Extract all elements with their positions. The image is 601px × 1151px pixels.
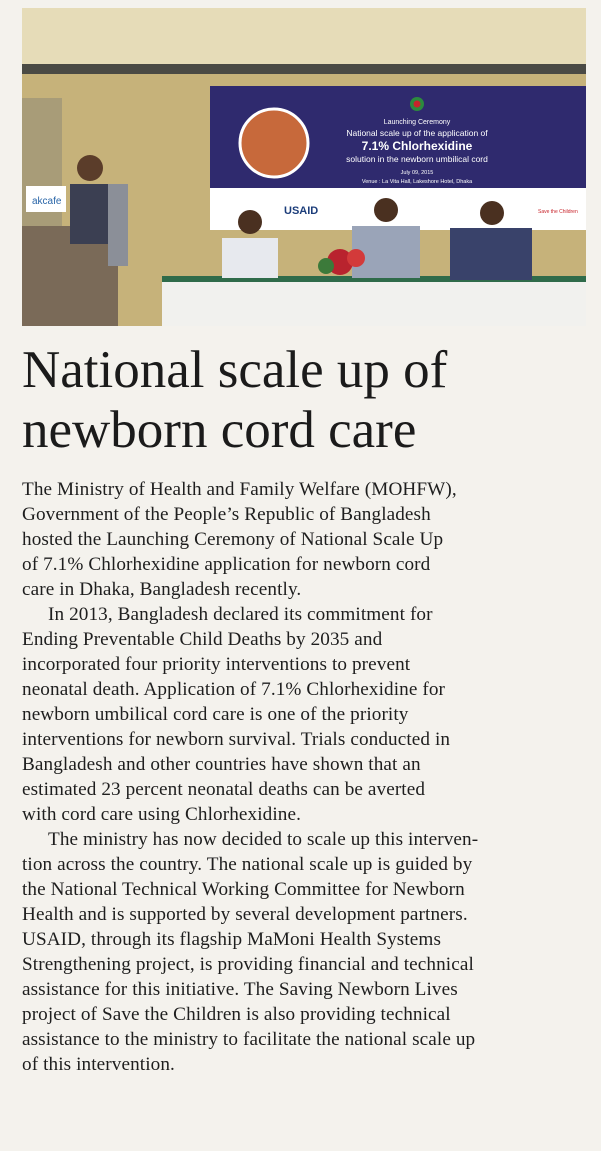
text-line: of this intervention. <box>22 1054 175 1075</box>
text-line: tion across the country. The national scale up is guided by <box>22 854 473 875</box>
text-line: newborn umbilical cord care is one of the priority <box>22 704 409 725</box>
text-line: incorporated four priority interventions to prevent <box>22 654 411 675</box>
banner-date: July 09, 2015 <box>400 170 434 176</box>
text-line: Bangladesh and other countries have shown that an <box>22 754 421 775</box>
text-line: of 7.1% Chlorhexidine application for newborn cord <box>22 554 431 575</box>
headline-line: newborn cord care <box>22 401 417 459</box>
banner-line3: 7.1% Chlorhexidine <box>361 139 473 153</box>
banner-line2: National scale up of the application of <box>346 128 488 138</box>
text-line: assistance to the ministry to facilitate the national scale up <box>22 1029 476 1050</box>
text-line: interventions for newborn survival. Trials conducted in <box>22 729 451 750</box>
podium-logo: akcafe <box>32 196 62 207</box>
text-line: project of Save the Children is also providing technical <box>22 1004 451 1025</box>
headline-line: National scale up of <box>22 341 448 399</box>
article-body <box>22 477 584 1077</box>
text-line: The ministry has now decided to scale up this interven- <box>48 829 479 850</box>
headline <box>22 340 582 460</box>
text-line: Government of the People’s Republic of Bangladesh <box>22 504 431 525</box>
text-line: assistance for this initiative. The Saving Newborn Lives <box>22 979 458 1000</box>
paragraph-3 <box>22 827 584 1077</box>
text-line: Health and is supported by several development partners. <box>22 904 468 925</box>
usaid-logo: USAID <box>284 205 319 217</box>
save-the-children-logo: Save the Children <box>538 209 578 215</box>
banner-venue: Venue : La Vita Hall, Lakeshore Hotel, Dhaka <box>361 179 473 185</box>
paragraph-2 <box>22 602 584 827</box>
text-line: care in Dhaka, Bangladesh recently. <box>22 579 302 600</box>
text-line: the National Technical Working Committee for Newborn <box>22 879 465 900</box>
text-line: USAID, through its flagship MaMoni Health Systems <box>22 929 442 950</box>
ceremony-photo <box>22 8 586 326</box>
text-line: The Ministry of Health and Family Welfare (MOHFW), <box>22 479 457 500</box>
text-line: hosted the Launching Ceremony of National Scale Up <box>22 529 444 550</box>
paragraph-1 <box>22 477 584 602</box>
text-line: Ending Preventable Child Deaths by 2035 and <box>22 629 383 650</box>
banner-line4: solution in the newborn umbilical cord <box>346 154 488 164</box>
text-line: with cord care using Chlorhexidine. <box>22 804 301 825</box>
text-line: In 2013, Bangladesh declared its commitment for <box>48 604 433 625</box>
text-line: estimated 23 percent neonatal deaths can be averted <box>22 779 426 800</box>
banner-line1: Launching Ceremony <box>383 119 451 126</box>
text-line: neonatal death. Application of 7.1% Chlorhexidine for <box>22 679 446 700</box>
text-line: Strengthening project, is providing financial and technical <box>22 954 474 975</box>
